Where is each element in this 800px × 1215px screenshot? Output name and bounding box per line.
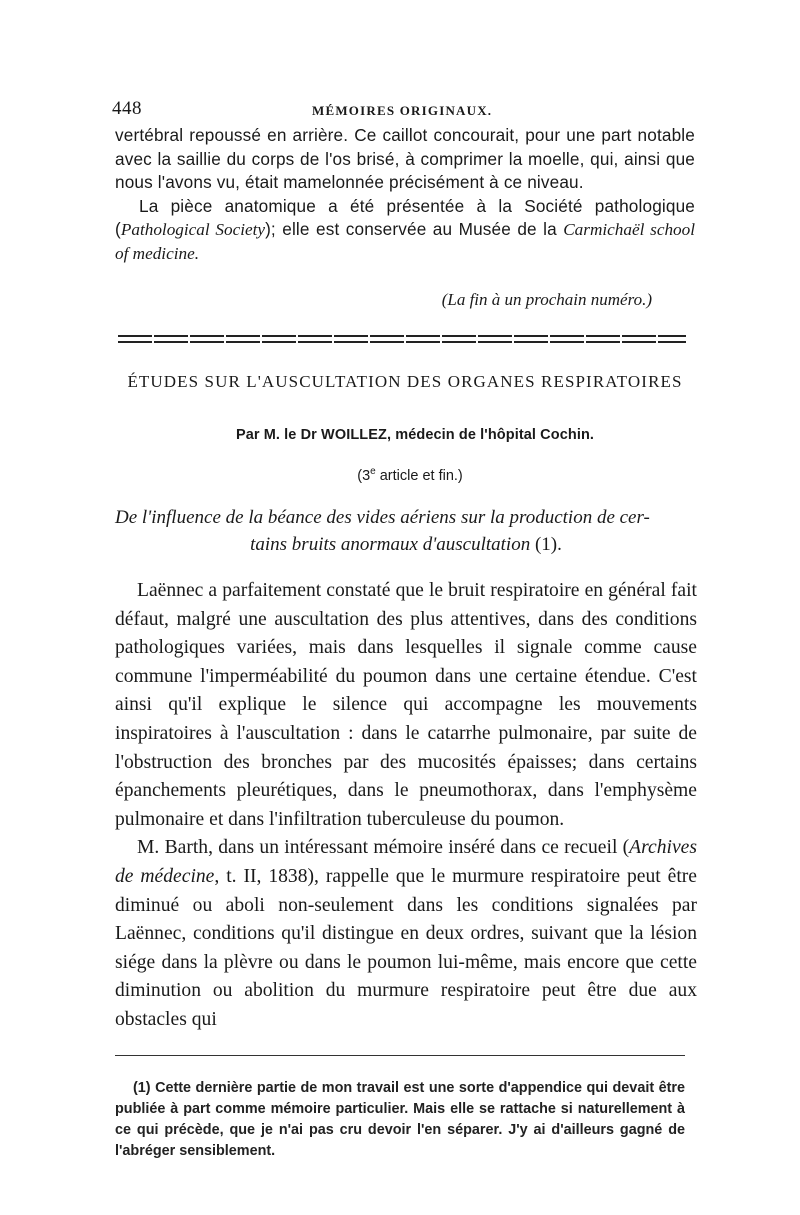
section-divider	[118, 335, 686, 345]
page-number: 448	[112, 98, 142, 119]
previous-article-paragraph-2	[115, 195, 695, 266]
body-paragraph-2	[115, 834, 697, 1034]
body-paragraph-1: Laënnec a parfaitement constaté que le bruit respiratoire en général fait défaut, malgré une auscultation des plus attentives, dans des conditions pathologiques variées, mais dans lesquelles il signale comme cause commune l'imperméabilité du poumon dans une certaine étendue. C'est ainsi qu'il explique le silence qui accompagne les mouvements inspiratoires à l'auscultation : dans le catarrhe pulmonaire, par suite de l'obstruction des bronches par des mucosités épaisses; dans certains épanchements pleurétiques, dans le pneumothorax, dans l'emphysème pulmonaire et dans l'infiltration tuberculeuse du poumon.	[115, 580, 697, 830]
footnotes	[115, 1078, 685, 1162]
divider-line-bottom	[118, 341, 686, 343]
barth-text-rest: , t. II, 1838), rappelle que le murmure respiratoire peut être diminué ou aboli non-seulement dans les conditions signalées par Laënnec, conditions qu'il distingue en deux ordres, suivant que la lésion siége dans la plèvre ou dans le poumon lui-même, mais encore que cette diminution ou abolition du murmure respiratoire peut être due aux obstacles qui	[115, 865, 697, 1030]
subtitle-line-1: De l'influence de la béance des vides aériens sur la production de cer-	[115, 507, 650, 528]
barth-text-start: M. Barth, dans un intéressant mémoire inséré dans ce recueil (	[137, 837, 630, 859]
society-name: Pathological Society	[120, 220, 266, 239]
previous-article-paragraph-1: vertébral repoussé en arrière. Ce caillot concourait, pour une part notable avec la saillie du corps de l'os brisé, à comprimer la moelle, qui, ainsi que nous l'avons vu, était mamelonnée précisément à ce niveau.	[115, 125, 695, 192]
subtitle-line-2: tains bruits anormaux d'auscultation	[250, 534, 531, 555]
article-title: ÉTUDES SUR L'AUSCULTATION DES ORGANES RESPIRATOIRES	[127, 372, 683, 391]
previous-article-ending	[115, 124, 695, 265]
running-title: MÉMOIRES ORIGINAUX.	[312, 103, 493, 118]
part-superscript: e	[370, 466, 376, 477]
article-part-note	[120, 466, 700, 484]
museum-name: Carmichaël school of medicine.	[115, 220, 696, 263]
footnote-divider	[115, 1055, 685, 1056]
subtitle-line-2-wrap	[115, 531, 697, 558]
footnote-1: (1) Cette dernière partie de mon travail est une sorte d'appendice qui devait être publiée à part comme mémoire particulier. Mais elle se rattache si naturellement à ce qui précède, que je n'ai pas cru devoir l'en séparer. J'y ai d'ailleurs gagné de l'abréger sensiblement.	[115, 1080, 685, 1159]
museum-text: ); elle est conservée au Musée de la	[265, 219, 564, 239]
journal-name: Archives de médecine	[115, 837, 697, 887]
part-prefix: (3	[357, 467, 371, 484]
continued-note: (La fin à un prochain numéro.)	[441, 290, 652, 309]
society-text-start: La pièce anatomique a été présentée à la Société pathologique (	[115, 195, 695, 239]
running-header	[112, 98, 690, 126]
article-subtitle	[115, 504, 697, 558]
article-byline: Par M. le Dr WOILLEZ, médecin de l'hôpital Cochin.	[235, 427, 595, 443]
article-body	[115, 577, 697, 1035]
part-suffix: article et fin.)	[375, 467, 463, 484]
divider-line-top	[118, 335, 686, 337]
footnote-reference: (1).	[534, 534, 562, 555]
